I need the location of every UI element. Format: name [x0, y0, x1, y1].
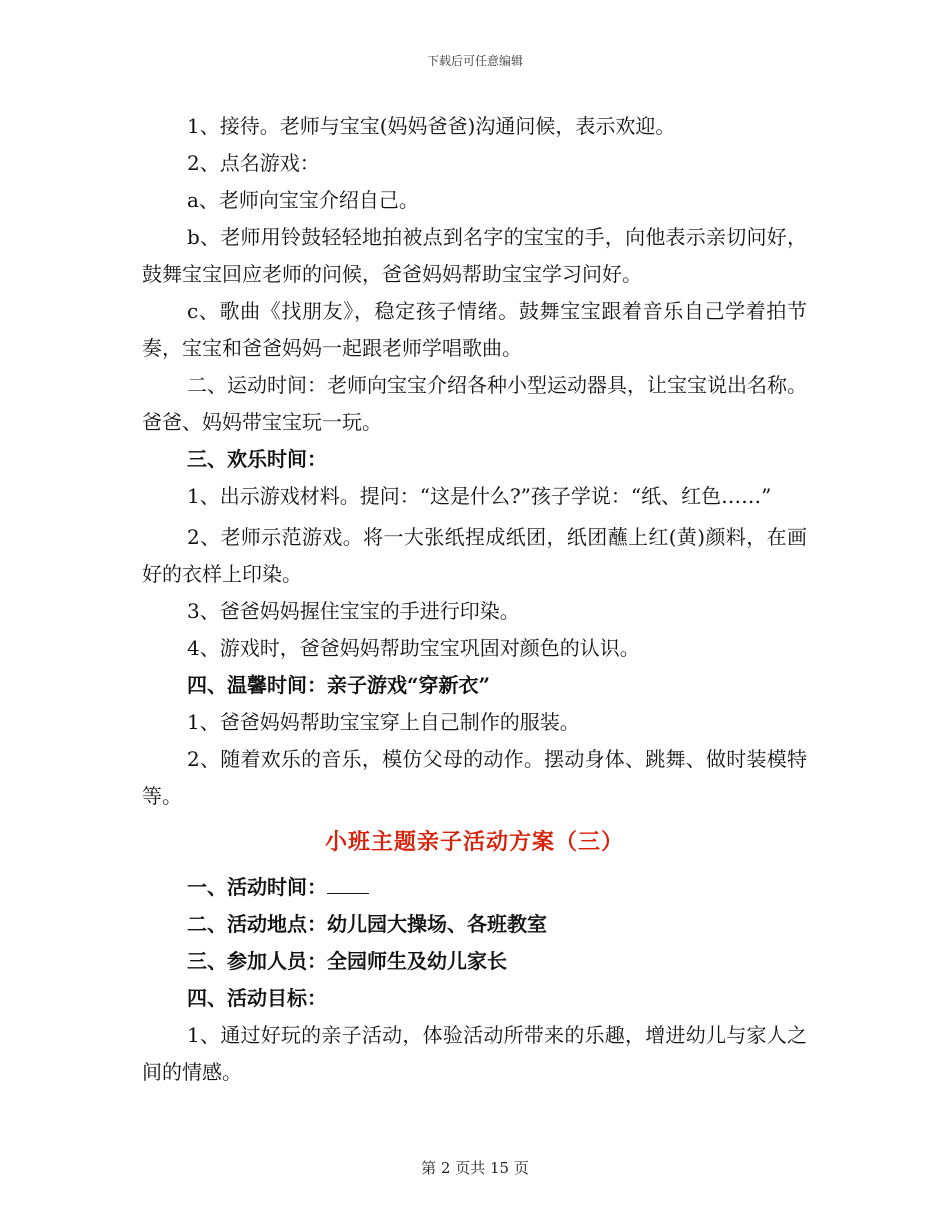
document-body [142, 108, 807, 1091]
activity-time-label: 一、活动时间： [187, 875, 327, 899]
item-goals: 四、活动目标： [187, 986, 327, 1010]
paragraph-clothes: 1、爸爸妈妈帮助宝宝穿上自己制作的服装。 [187, 710, 580, 734]
paragraph-tambourine: b、老师用铃鼓轻轻地拍被点到名字的宝宝的手，向他表示亲切问好，鼓舞宝宝回应老师的问候，爸爸妈妈帮助宝宝学习问好。 [142, 225, 807, 286]
paragraph-song: c、歌曲《找朋友》，稳定孩子情绪。鼓舞宝宝跟着音乐自己学着拍节奏，宝宝和爸爸妈妈一起跟老师学唱歌曲。 [142, 299, 807, 360]
paragraph-intro: a、老师向宝宝介绍自己。 [187, 188, 419, 212]
page-header: 下载后可任意编辑 [426, 54, 523, 68]
section-title: 小班主题亲子活动方案（三） [324, 829, 624, 855]
paragraph-materials: 1、出示游戏材料。提问：“这是什么?”孩子学说：“纸、红色……” [187, 484, 772, 508]
heading-happy-time: 三、欢乐时间： [187, 447, 327, 471]
heading-warm-time: 四、温馨时间：亲子游戏“穿新衣” [187, 673, 491, 697]
paragraph-colors: 4、游戏时，爸爸妈妈帮助宝宝巩固对颜色的认识。 [187, 636, 640, 660]
item-activity-time [142, 869, 807, 906]
paragraph-rollcall: 2、点名游戏： [187, 151, 320, 175]
paragraph-goal-1: 1、通过好玩的亲子活动，体验活动所带来的乐趣，增进幼儿与家人之间的情感。 [142, 1023, 807, 1084]
paragraph-dance: 2、随着欢乐的音乐，模仿父母的动作。摆动身体、跳舞、做时装模特等。 [142, 747, 807, 808]
item-participants: 三、参加人员：全园师生及幼儿家长 [187, 949, 507, 973]
paragraph-sports-time: 二、运动时间：老师向宝宝介绍各种小型运动器具，让宝宝说出名称。爸爸、妈妈带宝宝玩一玩。 [142, 373, 807, 434]
paragraph-demo: 2、老师示范游戏。将一大张纸捏成纸团，纸团蘸上红(黄)颜料，在画好的衣样上印染。 [142, 525, 807, 586]
paragraph-reception: 1、接待。老师与宝宝(妈妈爸爸)沟通问候，表示欢迎。 [187, 114, 676, 138]
paragraph-print: 3、爸爸妈妈握住宝宝的手进行印染。 [187, 599, 520, 623]
page-footer: 第 2 页共 15 页 [421, 1159, 529, 1177]
blank-line [327, 875, 369, 894]
item-activity-place: 二、活动地点：幼儿园大操场、各班教室 [187, 912, 547, 936]
